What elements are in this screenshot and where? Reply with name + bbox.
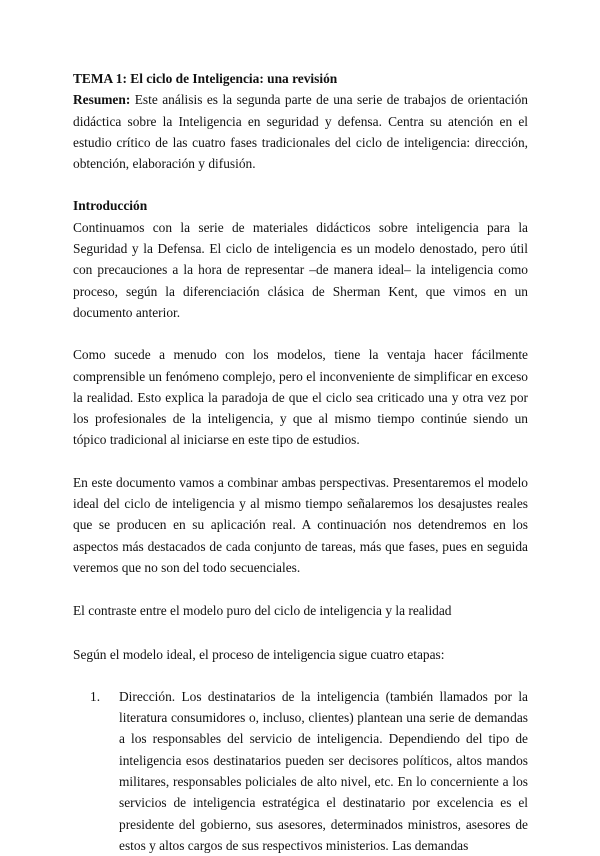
introduction-paragraph-2: Como sucede a menudo con los modelos, tiene la ventaja hacer fácilmente comprensible un fenómeno complejo, pero el inconveniente de simplificar en exceso la realidad. Esto explica la paradoja de que el ciclo sea criticado una y otra vez por los profesionales de la inteligencia, y que al mismo tiempo continúe siendo un tópico tradicional al iniciarse en este tipo de estudios. — [73, 347, 528, 448]
contrast-heading: El contraste entre el modelo puro del ciclo de inteligencia y la realidad — [73, 603, 452, 619]
document-title: TEMA 1: El ciclo de Inteligencia: una revisión — [73, 71, 338, 86]
list-item — [73, 686, 528, 856]
abstract-text: Este análisis es la segunda parte de una serie de trabajos de orientación didáctica sobre la Inteligencia en seguridad y defensa. Centra su atención en el estudio crítico de las cuatro fases tradicionales del ciclo de inteligencia: dirección, obtención, elaboración y difusión. — [73, 92, 528, 172]
introduction-paragraph-3: En este documento vamos a combinar ambas perspectivas. Presentaremos el modelo ideal del ciclo de inteligencia y al mismo tiempo señalaremos los desajustes reales que se producen en su aplicación real. A continuación nos detendremos en los aspectos más destacados de cada conjunto de tareas, más que fases, pues en seguida veremos que no son del todo secuenciales. — [73, 474, 528, 575]
abstract-label: Resumen: — [73, 92, 131, 108]
introduction-heading: Introducción — [73, 198, 148, 214]
document-page — [73, 68, 528, 856]
stages-list — [73, 686, 528, 856]
stages-intro: Según el modelo ideal, el proceso de inteligencia sigue cuatro etapas: — [73, 646, 445, 662]
abstract-paragraph — [73, 89, 528, 174]
list-item-text: Dirección. Los destinatarios de la inteligencia (también llamados por la literatura consumidores o, incluso, clientes) plantean una serie de demandas a los responsables del servicio de inteligencia. Dependiendo del tipo de inteligencia esos destinatarios pueden ser decisores políticos, altos mandos militares, responsables policiales de alto nivel, etc. En lo concerniente a los servicios de inteligencia estratégica el destinatario por excelencia es el presidente del gobierno, sus asesores, determinados ministros, asesores de estos y altos cargos de sus respectivos ministerios. Las demandas — [119, 688, 528, 853]
introduction-paragraph-1: Continuamos con la serie de materiales didácticos sobre inteligencia para la Seguridad y la Defensa. El ciclo de inteligencia es un modelo denostado, pero útil con precauciones a la hora de representar –de manera ideal– la inteligencia como proceso, según la diferenciación clásica de Sherman Kent, que vimos en un documento anterior. — [73, 219, 528, 320]
list-item-number: 1. — [90, 688, 101, 704]
